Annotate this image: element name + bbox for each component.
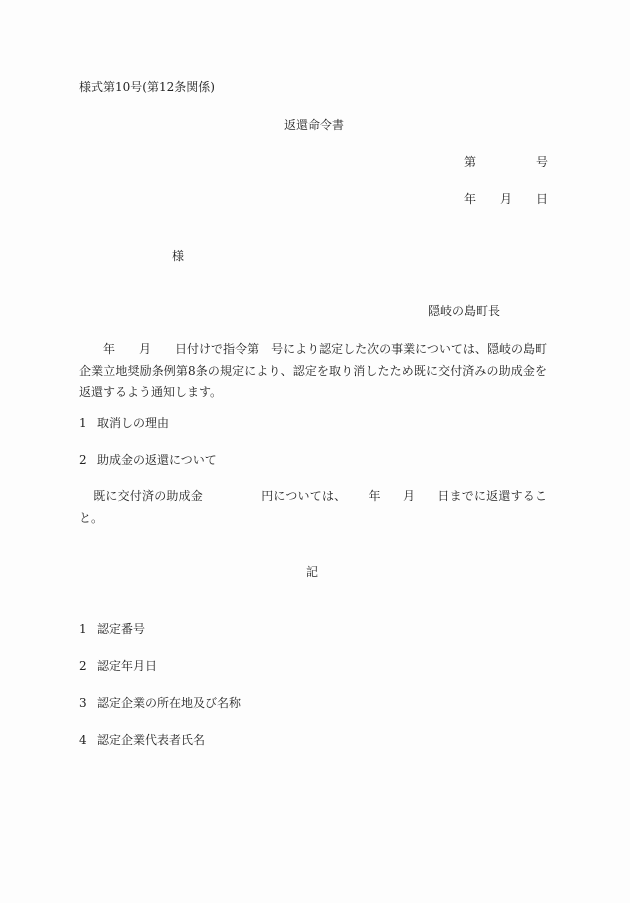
issuer: 隠岐の島町長 (428, 304, 501, 318)
number-prefix: 第 (464, 155, 477, 169)
note-item: 1 認定番号 (79, 622, 146, 636)
number-suffix: 号 (536, 155, 549, 169)
document-title: 返還命令書 (284, 118, 345, 132)
number-line (464, 156, 548, 168)
note-item: 4 認定企業代表者氏名 (79, 733, 206, 747)
date-year: 年 (464, 192, 477, 206)
section-item: 1 取消しの理由 (79, 416, 170, 430)
refund-paragraph: 既に交付済の助成金 円については、 年 月 日までに返還すること。 (79, 489, 547, 525)
note-item: 3 認定企業の所在地及び名称 (79, 696, 242, 710)
form-label: 様式第10号(第12条関係) (79, 80, 215, 94)
section-item: 2 助成金の返還について (79, 453, 217, 467)
body-paragraph: 年 月 日付けで指令第 号により認定した次の事業については、隠岐の島町企業立地奨励条例第8条の規定により、認定を取り消したため既に交付済みの助成金を返還するよう通知します。 (79, 342, 547, 399)
date-day: 日 (536, 192, 549, 206)
addressee-suffix: 様 (172, 249, 185, 263)
date-line (464, 193, 548, 205)
date-month: 月 (500, 192, 513, 206)
note-item: 2 認定年月日 (79, 659, 158, 673)
notes-heading: 記 (306, 565, 319, 579)
